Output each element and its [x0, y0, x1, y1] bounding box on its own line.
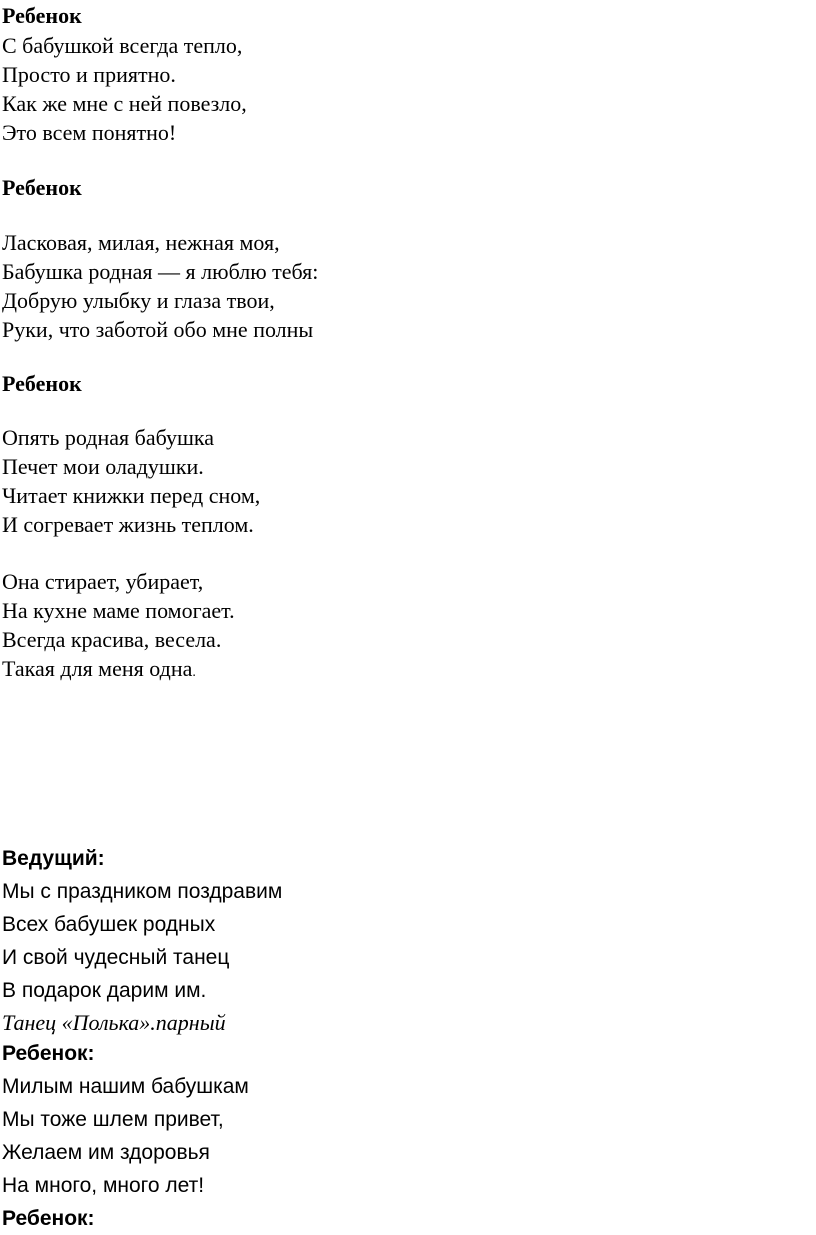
trailing-period: . — [192, 665, 196, 680]
poem-line: Всегда красива, весела. — [2, 627, 222, 652]
speaker-label: Ребенок: — [2, 1042, 95, 1065]
poem-line: Милым нашим бабушкам — [2, 1075, 249, 1098]
poem-line: Опять родная бабушка — [2, 425, 215, 450]
poem-line: И согревает жизнь теплом. — [2, 512, 254, 537]
stage-direction: Танец «Полька».парный — [2, 1010, 226, 1035]
poem-line: Руки, что заботой обо мне полны — [2, 317, 314, 342]
poem-line: Всех бабушек родных — [2, 913, 216, 936]
poem-line: Читает книжки перед сном, — [2, 483, 261, 508]
poem-line: Мы тоже шлем привет, — [2, 1108, 224, 1131]
poem-line: Добрую улыбку и глаза твои, — [2, 288, 275, 313]
speaker-label: Ребенок — [2, 3, 82, 28]
poem-line: В подарок дарим им. — [2, 979, 207, 1002]
poem-line: И свой чудесный танец — [2, 946, 230, 969]
speaker-label: Ребенок: — [2, 1207, 95, 1230]
poem-line: Как же мне с ней повезло, — [2, 91, 247, 116]
poem-line: Бабушка родная — я люблю тебя: — [2, 259, 319, 284]
poem-line: Просто и приятно. — [2, 62, 176, 87]
poem-line-text: Такая для меня одна — [2, 656, 193, 681]
poem-line: Это всем понятно! — [2, 120, 177, 145]
speaker-label: Ребенок — [2, 371, 82, 396]
speaker-label: Ведущий: — [2, 847, 105, 870]
poem-line: С бабушкой всегда тепло, — [2, 33, 243, 58]
poem-line: Она стирает, убирает, — [2, 569, 204, 594]
poem-line: Желаем им здоровья — [2, 1141, 210, 1164]
speaker-label: Ребенок — [2, 175, 82, 200]
poem-line: Мы с праздником поздравим — [2, 880, 283, 903]
poem-line: На кухне маме помогает. — [2, 598, 235, 623]
poem-line: Ласковая, милая, нежная моя, — [2, 230, 280, 255]
poem-line: Печет мои оладушки. — [2, 454, 204, 479]
poem-line: На много, много лет! — [2, 1174, 205, 1197]
poem-line — [2, 656, 196, 686]
